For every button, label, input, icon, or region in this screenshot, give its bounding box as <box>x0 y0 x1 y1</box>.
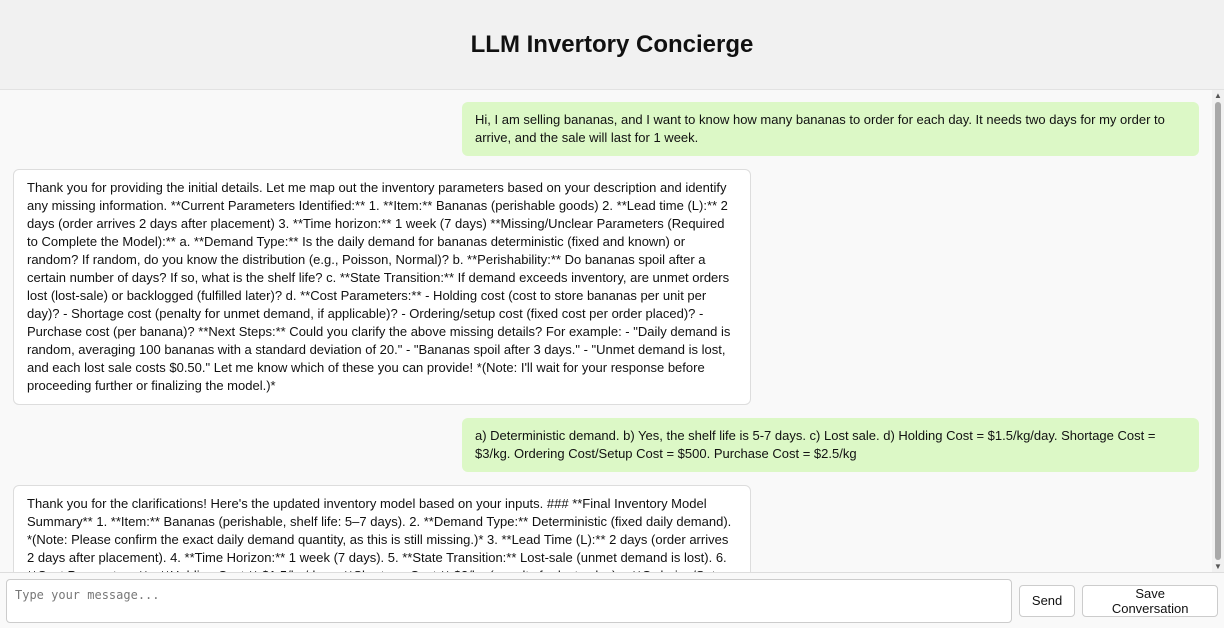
input-bar <box>0 572 1224 628</box>
chat-scrollbar[interactable] <box>1212 90 1224 572</box>
user-message: a) Deterministic demand. b) Yes, the shelf life is 5-7 days. c) Lost sale. d) Holding Cost = $1.5/kg/day. Shortage Cost = $3/kg. Ordering Cost/Setup Cost = $500. Purchase Cost = $2.5/kg <box>462 418 1199 472</box>
scroll-up-icon[interactable]: ▲ <box>1214 91 1222 100</box>
page-title: LLM Invertory Concierge <box>470 30 754 58</box>
assistant-message: Thank you for providing the initial details. Let me map out the inventory parameters based on your description and identify any missing information. **Current Parameters Identified:** 1. **Item:** Bananas (perishable goods) 2. **Lead time (L):** 2 days (order arrives 2 days after placement) 3. **Time horizon:** 1 week (7 days) **Missing/Unclear Parameters (Required to Complete the Model):** a. **Demand Type:** Is the daily demand for bananas deterministic (fixed and known) or random? If random, do you know the distribution (e.g., Poisson, Normal)? b. **Perishability:** Do bananas spoil after a certain number of days? If so, what is the shelf life? c. **State Transition:** If demand exceeds inventory, are unmet orders lost (lost-sale) or backlogged (fulfilled later)? d. **Cost Parameters:** - Holding cost (cost to store bananas per unit per day)? - Shortage cost (penalty for unmet demand, if applicable)? - Ordering/setup cost (fixed cost per order placed)? - Purchase cost (per banana)? **Next Steps:** Could you clarify the above missing details? For example: - "Daily demand is random, averaging 100 bananas with a standard deviation of 20." - "Bananas spoil after 3 days." - "Unmet demand is lost, and each lost sale costs $0.50." Let me know which of these you can provide! *(Note: I'll wait for your response before proceeding further or finalizing the model.)* <box>13 169 751 405</box>
user-message: Hi, I am selling bananas, and I want to know how many bananas to order for each day. It needs two days for my order to arrive, and the sale will last for 1 week. <box>462 102 1199 156</box>
message-input[interactable] <box>6 579 1012 623</box>
scroll-down-icon[interactable]: ▼ <box>1214 562 1222 571</box>
scrollbar-thumb[interactable] <box>1215 102 1221 560</box>
assistant-message: Thank you for the clarifications! Here's the updated inventory model based on your inputs. ### **Final Inventory Model Summary** 1. **Item:** Bananas (perishable, shelf life: 5–7 days). 2. **Demand Type:** Deterministic (fixed daily demand). *(Note: Please confirm the exact daily demand quantity, as this is still missing.)* 3. **Lead Time (L):** 2 days (order arrives 2 days after placement). 4. **Time Horizon:** 1 week (7 days). 5. **State Transition:** Lost-sale (unmet demand is lost). 6. <box>13 485 751 613</box>
chat-history <box>0 90 1224 572</box>
app-header <box>0 0 1224 90</box>
save-conversation-button[interactable]: Save Conversation <box>1082 585 1218 617</box>
send-button[interactable]: Send <box>1019 585 1075 617</box>
